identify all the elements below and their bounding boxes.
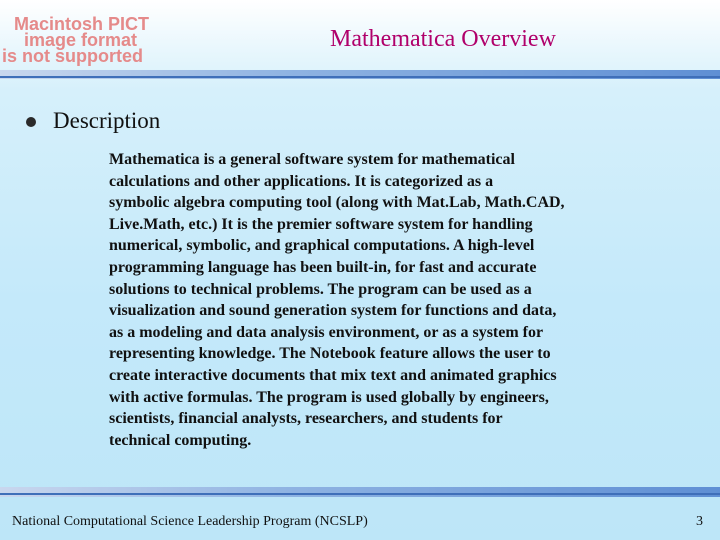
description-paragraph	[109, 149, 629, 451]
placeholder-line-2: image format	[24, 30, 138, 50]
paragraph-line: Live.Math, etc.) It is the premier software system for handling	[109, 215, 533, 233]
footer-program-name: National Computational Science Leadership Program (NCSLP)	[12, 514, 368, 529]
paragraph-line: symbolic algebra computing tool (along with Mat.Lab, Math.CAD,	[109, 194, 565, 212]
paragraph-line: with active formulas. The program is used globally by engineers,	[109, 388, 549, 406]
paragraph-line: visualization and sound generation system for functions and data,	[109, 302, 557, 320]
paragraph-line: scientists, financial analysts, researchers, and students for	[109, 410, 503, 428]
paragraph-line: technical computing.	[109, 431, 252, 449]
footer-divider	[0, 487, 720, 497]
paragraph-line: representing knowledge. The Notebook feature allows the user to	[109, 345, 551, 363]
paragraph-line: Mathematica is a general software system for mathematical	[109, 151, 515, 168]
bullet-heading: Description	[53, 108, 161, 133]
slide-title: Mathematica Overview	[330, 26, 556, 52]
header-divider	[0, 70, 720, 79]
paragraph-line: calculations and other applications. It is categorized as a	[109, 172, 494, 190]
paragraph-line: solutions to technical problems. The program can be used as a	[109, 280, 532, 298]
paragraph-line: numerical, symbolic, and graphical computations. A high-level	[109, 237, 535, 255]
paragraph-line: programming language has been built-in, for fast and accurate	[109, 258, 537, 276]
paragraph-line: as a modeling and data analysis environment, or as a system for	[109, 323, 544, 341]
bullet-dot-icon	[26, 117, 36, 127]
placeholder-line-1: Macintosh PICT	[14, 14, 150, 34]
placeholder-line-3: is not supported	[2, 46, 143, 66]
page-number: 3	[696, 514, 703, 529]
unsupported-image-placeholder	[0, 16, 216, 68]
paragraph-line: create interactive documents that mix text and animated graphics	[109, 366, 557, 384]
